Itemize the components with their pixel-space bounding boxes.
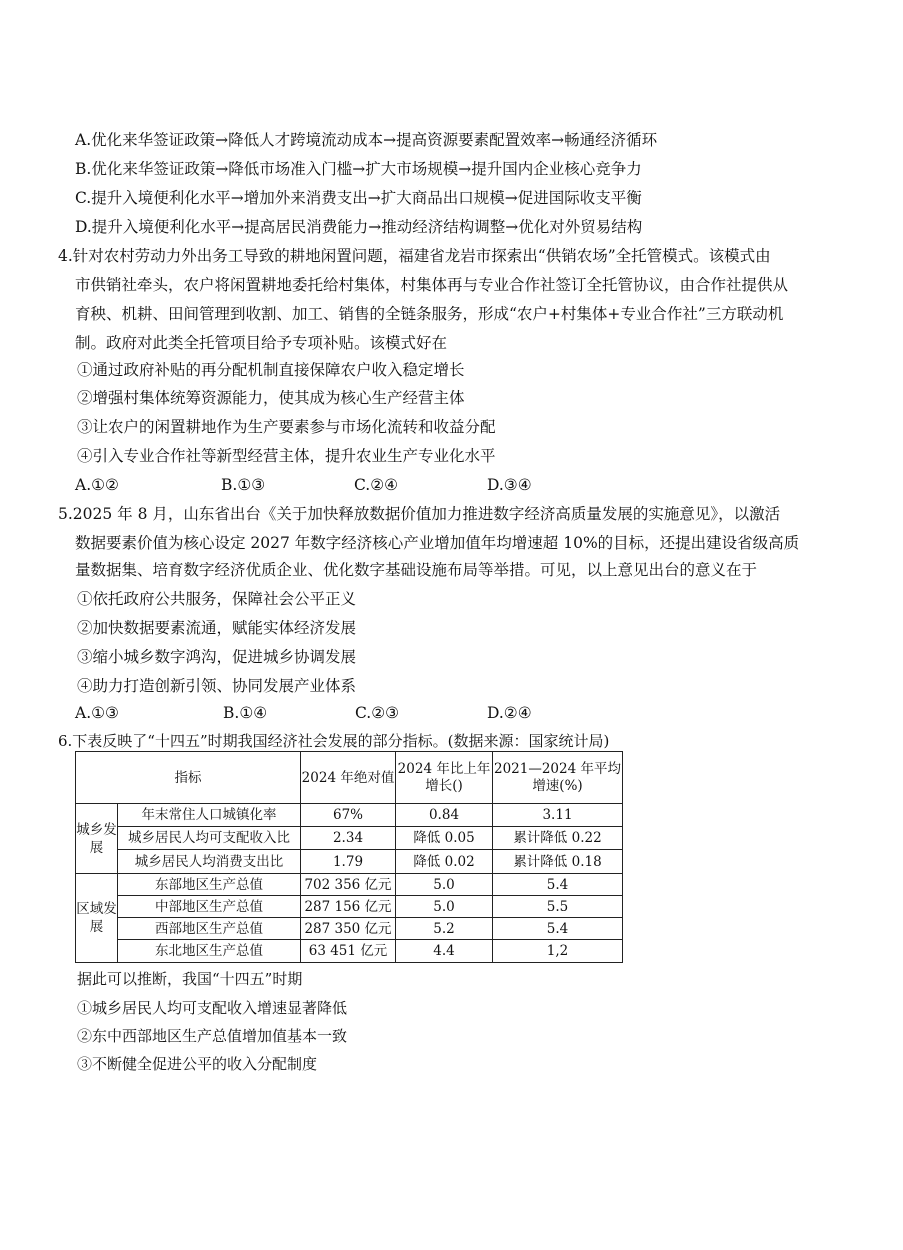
table-row — [76, 850, 623, 874]
table-row — [76, 804, 623, 827]
q5-item-1: ①依托政府公共服务，保障社会公平正义 — [77, 590, 357, 608]
q6-item-2: ②东中西部地区生产总值增加值基本一致 — [77, 1027, 348, 1045]
q6-item-3: ③不断健全促进公平的收入分配制度 — [77, 1055, 318, 1073]
indicator-table — [75, 751, 623, 963]
q4-item-4: ④引入专业合作社等新型经营主体，提升农业生产专业化水平 — [77, 447, 496, 465]
cell-avg: 累计降低 0.18 — [493, 850, 623, 874]
q4-choice-d: D.③④ — [487, 476, 532, 494]
header-indicator: 指标 — [76, 752, 301, 804]
q4-stem-line: 4.针对农村劳动力外出务工导致的耕地闲置问题，福建省龙岩市探索出“供销农场”全托管模式。该模式由 — [58, 247, 771, 265]
cell-absolute: 702 356 亿元 — [301, 874, 396, 896]
q4-choice-b: B.①③ — [221, 476, 266, 494]
table-row — [76, 896, 623, 918]
q5-stem-line: 数据要素价值为核心设定 2027 年数字经济核心产业增加值年均增速超 10%的目标，还提出建设省级高质 — [75, 534, 800, 552]
q3-option-a: A.优化来华签证政策→降低人才跨境流动成本→提高资源要素配置效率→畅通经济循环 — [75, 131, 658, 149]
q4-stem-line: 育秧、机耕、田间管理到收割、加工、销售的全链条服务，形成“农户+村集体+专业合作社”三方联动机 — [75, 305, 784, 323]
group-label-regional: 区域发展 — [76, 874, 118, 963]
table-row — [76, 827, 623, 850]
q4-stem-line: 市供销社牵头，农户将闲置耕地委托给村集体，村集体再与专业合作社签订全托管协议，由合作社提供从 — [75, 276, 789, 294]
cell-absolute: 287 350 亿元 — [301, 918, 396, 940]
cell-absolute: 1.79 — [301, 850, 396, 874]
q4-stem-line: 制。政府对此类全托管项目给予专项补贴。该模式好在 — [75, 334, 448, 352]
cell-indicator: 城乡居民人均消费支出比 — [118, 850, 301, 874]
q5-stem-line: 5.2025 年 8 月，山东省出台《关于加快释放数据价值加力推进数字经济高质量发展的实施意见》，以激活 — [58, 505, 781, 523]
q4-item-2: ②增强村集体统筹资源能力，使其成为核心生产经营主体 — [77, 389, 465, 407]
cell-absolute: 63 451 亿元 — [301, 940, 396, 963]
cell-avg: 3.11 — [493, 804, 623, 827]
table-row — [76, 874, 623, 896]
cell-indicator: 东部地区生产总值 — [118, 874, 301, 896]
q5-choice-c: C.②③ — [355, 704, 400, 722]
q4-item-3: ③让农户的闲置耕地作为生产要素参与市场化流转和收益分配 — [77, 418, 496, 436]
cell-indicator: 城乡居民人均可支配收入比 — [118, 827, 301, 850]
table-header-row — [76, 752, 623, 804]
q5-item-3: ③缩小城乡数字鸿沟，促进城乡协调发展 — [77, 648, 357, 666]
q6-item-1: ①城乡居民人均可支配收入增速显著降低 — [77, 999, 348, 1017]
q5-choice-a: A.①③ — [75, 704, 119, 722]
q3-option-d: D.提升入境便利化水平→提高居民消费能力→推动经济结构调整→优化对外贸易结构 — [75, 218, 643, 236]
header-absolute-2024: 2024 年绝对值 — [301, 752, 396, 804]
cell-indicator: 年末常住人口城镇化率 — [118, 804, 301, 827]
q5-stem-line: 量数据集、培育数字经济优质企业、优化数字基础设施布局等举措。可见，以上意见出台的意义在于 — [75, 561, 758, 579]
cell-avg: 5.4 — [493, 874, 623, 896]
q6-stem: 6.下表反映了“十四五”时期我国经济社会发展的部分指标。(数据来源：国家统计局) — [58, 732, 610, 750]
q5-choice-b: B.①④ — [223, 704, 268, 722]
cell-growth: 降低 0.02 — [396, 850, 493, 874]
q5-item-4: ④助力打造创新引领、协同发展产业体系 — [77, 677, 357, 695]
cell-absolute: 287 156 亿元 — [301, 896, 396, 918]
cell-absolute: 2.34 — [301, 827, 396, 850]
q3-option-b: B.优化来华签证政策→降低市场准入门槛→扩大市场规模→提升国内企业核心竞争力 — [75, 160, 642, 178]
cell-growth: 0.84 — [396, 804, 493, 827]
cell-avg: 累计降低 0.22 — [493, 827, 623, 850]
cell-indicator: 西部地区生产总值 — [118, 918, 301, 940]
table-row — [76, 918, 623, 940]
cell-avg: 5.5 — [493, 896, 623, 918]
cell-indicator: 东北地区生产总值 — [118, 940, 301, 963]
cell-growth: 5.0 — [396, 896, 493, 918]
cell-growth: 降低 0.05 — [396, 827, 493, 850]
q5-item-2: ②加快数据要素流通，赋能实体经济发展 — [77, 619, 357, 637]
cell-growth: 5.2 — [396, 918, 493, 940]
cell-indicator: 中部地区生产总值 — [118, 896, 301, 918]
group-label-urban-rural: 城乡发展 — [76, 804, 118, 874]
q4-choice-c: C.②④ — [354, 476, 399, 494]
table-row — [76, 940, 623, 963]
q4-choice-a: A.①② — [75, 476, 119, 494]
q4-item-1: ①通过政府补贴的再分配机制直接保障农户收入稳定增长 — [77, 361, 465, 379]
cell-growth: 5.0 — [396, 874, 493, 896]
cell-avg: 5.4 — [493, 918, 623, 940]
q5-choice-d: D.②④ — [487, 704, 532, 722]
q3-option-c: C.提升入境便利化水平→增加外来消费支出→扩大商品出口规模→促进国际收支平衡 — [75, 189, 642, 207]
q6-followup: 据此可以推断，我国“十四五”时期 — [77, 970, 303, 988]
cell-avg: 1,2 — [493, 940, 623, 963]
header-avg-growth: 2021—2024 年平均增速(%) — [493, 752, 623, 804]
header-growth-2024: 2024 年比上年增长() — [396, 752, 493, 804]
cell-growth: 4.4 — [396, 940, 493, 963]
cell-absolute: 67% — [301, 804, 396, 827]
